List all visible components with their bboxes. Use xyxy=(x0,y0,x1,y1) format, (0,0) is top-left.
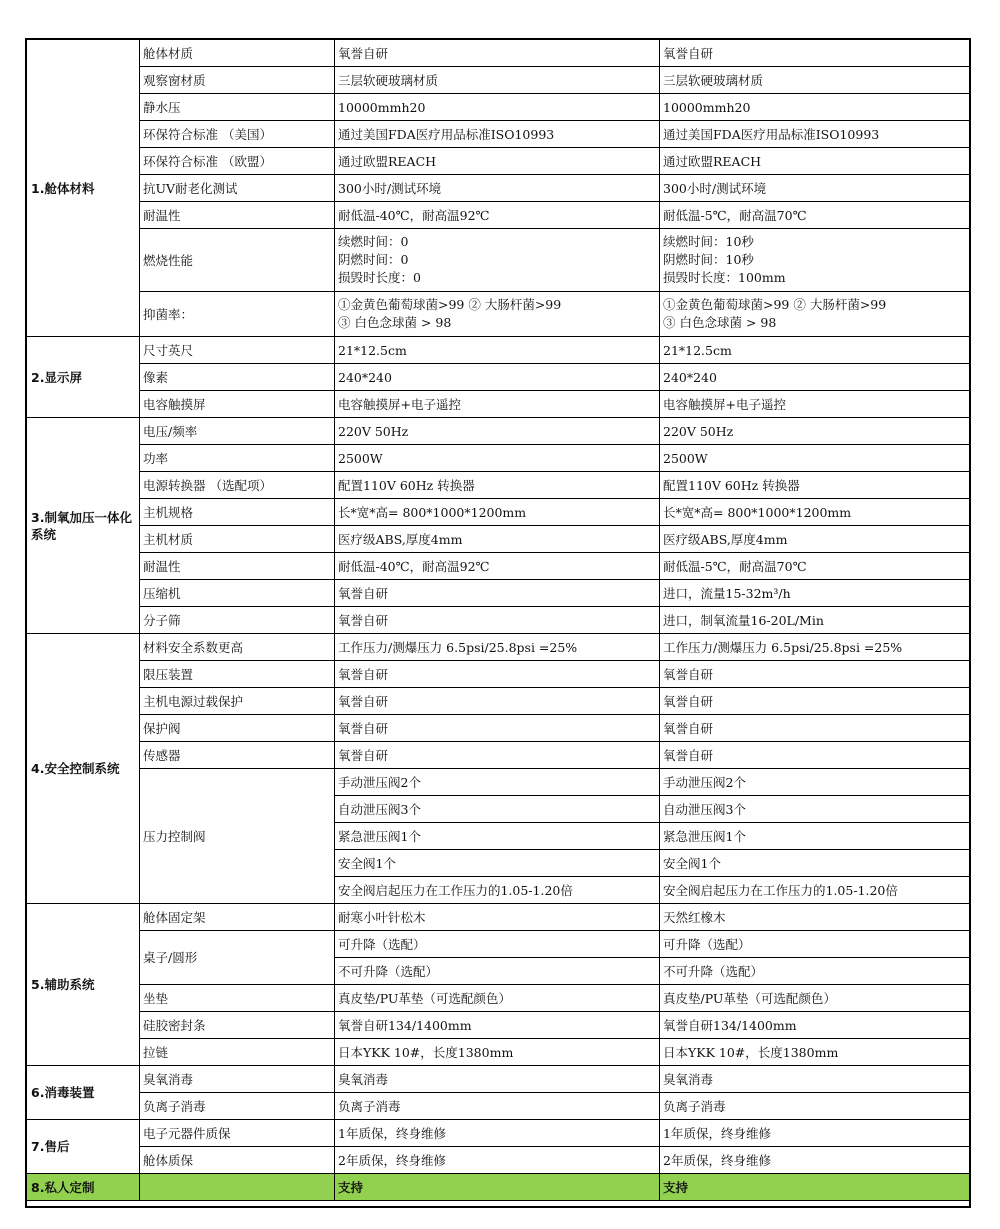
table-row xyxy=(27,742,971,769)
value-cell-a: 臭氧消毒 xyxy=(335,1066,660,1093)
item-cell: 舱体质保 xyxy=(140,1147,335,1174)
value-cell-b: 配置110V 60Hz 转换器 xyxy=(660,472,971,499)
category-cell: 8.私人定制 xyxy=(27,1174,140,1201)
item-cell: 限压装置 xyxy=(140,661,335,688)
table-row xyxy=(27,1012,971,1039)
cell-line: ①金黄色葡萄球菌>99 ② 大肠杆菌>99 xyxy=(663,297,887,312)
value-cell-a: 21*12.5cm xyxy=(335,337,660,364)
cell-line: 阴燃时间：10秒 xyxy=(663,252,754,267)
item-cell: 坐垫 xyxy=(140,985,335,1012)
value-cell-a: 耐低温-40℃，耐高温92℃ xyxy=(335,553,660,580)
table-row xyxy=(27,904,971,931)
item-cell: 电压/频率 xyxy=(140,418,335,445)
item-cell: 电子元器件质保 xyxy=(140,1120,335,1147)
cell-line: 阴燃时间：0 xyxy=(338,252,409,267)
table-row xyxy=(27,769,971,796)
cell-line: 损毁时长度：0 xyxy=(338,270,421,285)
value-cell-a: 300小时/测试环境 xyxy=(335,175,660,202)
value-cell-b: 220V 50Hz xyxy=(660,418,971,445)
value-cell-a: 氧誉自研 xyxy=(335,688,660,715)
table-row xyxy=(27,526,971,553)
value-cell-a: 1年质保，终身维修 xyxy=(335,1120,660,1147)
item-cell: 硅胶密封条 xyxy=(140,1012,335,1039)
value-cell-a: 真皮垫/PU革垫（可选配颜色） xyxy=(335,985,660,1012)
value-cell-a: 医疗级ABS,厚度4mm xyxy=(335,526,660,553)
value-cell-a: 氧誉自研 xyxy=(335,742,660,769)
value-cell-b: 长*宽*高= 800*1000*1200mm xyxy=(660,499,971,526)
category-cell: 4.安全控制系统 xyxy=(27,634,140,904)
category-cell: 7.售后 xyxy=(27,1120,140,1174)
value-cell-b: 240*240 xyxy=(660,364,971,391)
table-row xyxy=(27,472,971,499)
table-row xyxy=(27,148,971,175)
value-cell-b: 21*12.5cm xyxy=(660,337,971,364)
item-cell: 主机电源过载保护 xyxy=(140,688,335,715)
value-cell-b: 可升降（选配） xyxy=(660,931,971,958)
value-cell-a: 三层软硬玻璃材质 xyxy=(335,67,660,94)
item-cell: 尺寸英尺 xyxy=(140,337,335,364)
table-row xyxy=(27,292,971,337)
value-cell-b: 不可升降（选配） xyxy=(660,958,971,985)
item-cell: 拉链 xyxy=(140,1039,335,1066)
value-cell-b: 自动泄压阀3个 xyxy=(660,796,971,823)
item-cell: 压力控制阀 xyxy=(140,769,335,904)
table-row xyxy=(27,634,971,661)
highlight-row xyxy=(27,1174,971,1201)
value-cell-a: 可升降（选配） xyxy=(335,931,660,958)
value-cell-a: 通过美国FDA医疗用品标准ISO10993 xyxy=(335,121,660,148)
table-row xyxy=(27,175,971,202)
item-cell: 主机规格 xyxy=(140,499,335,526)
value-cell-a: 紧急泄压阀1个 xyxy=(335,823,660,850)
value-cell-b: 电容触摸屏+电子遥控 xyxy=(660,391,971,418)
value-cell-b: 通过美国FDA医疗用品标准ISO10993 xyxy=(660,121,971,148)
table-row xyxy=(27,985,971,1012)
item-cell: 舱体材质 xyxy=(140,40,335,67)
item-cell: 像素 xyxy=(140,364,335,391)
item-cell: 燃烧性能 xyxy=(140,229,335,292)
table-row xyxy=(27,553,971,580)
spec-table-body xyxy=(27,40,971,1201)
table-row xyxy=(27,931,971,958)
value-cell-a: 手动泄压阀2个 xyxy=(335,769,660,796)
value-cell-a: 自动泄压阀3个 xyxy=(335,796,660,823)
value-cell-a: 耐低温-40℃，耐高温92℃ xyxy=(335,202,660,229)
category-cell: 1.舱体材料 xyxy=(27,40,140,337)
value-cell-b: 10000mmh20 xyxy=(660,94,971,121)
value-cell-b: 耐低温-5℃，耐高温70℃ xyxy=(660,202,971,229)
value-cell-a: 2年质保，终身维修 xyxy=(335,1147,660,1174)
value-cell-a: 电容触摸屏+电子遥控 xyxy=(335,391,660,418)
item-cell: 电源转换器 （选配项） xyxy=(140,472,335,499)
table-row xyxy=(27,580,971,607)
item-cell: 抗UV耐老化测试 xyxy=(140,175,335,202)
item-cell: 负离子消毒 xyxy=(140,1093,335,1120)
table-row xyxy=(27,40,971,67)
value-cell-b xyxy=(660,229,971,292)
value-cell-b: 耐低温-5℃，耐高温70℃ xyxy=(660,553,971,580)
value-cell-b: 真皮垫/PU革垫（可选配颜色） xyxy=(660,985,971,1012)
cell-line: ①金黄色葡萄球菌>99 ② 大肠杆菌>99 xyxy=(338,297,562,312)
table-row xyxy=(27,445,971,472)
value-cell-a: 氧誉自研134/1400mm xyxy=(335,1012,660,1039)
value-cell-b: 天然红橡木 xyxy=(660,904,971,931)
spec-table xyxy=(26,39,971,1201)
cell-line: ③ 白色念球菌 > 98 xyxy=(338,315,452,330)
value-cell-a: 氧誉自研 xyxy=(335,661,660,688)
table-row xyxy=(27,418,971,445)
table-row xyxy=(27,364,971,391)
value-cell-b: 三层软硬玻璃材质 xyxy=(660,67,971,94)
value-cell-b: 臭氧消毒 xyxy=(660,1066,971,1093)
value-cell-a: 日本YKK 10#，长度1380mm xyxy=(335,1039,660,1066)
value-cell-b: 进口，流量15-32m³/h xyxy=(660,580,971,607)
item-cell xyxy=(140,1174,335,1201)
table-row xyxy=(27,1066,971,1093)
value-cell-a xyxy=(335,292,660,337)
cell-line: 续燃时间：0 xyxy=(338,234,409,249)
value-cell-b: 氧誉自研 xyxy=(660,715,971,742)
value-cell-b: 支持 xyxy=(660,1174,971,1201)
table-row xyxy=(27,661,971,688)
value-cell-b: 氧誉自研134/1400mm xyxy=(660,1012,971,1039)
cell-line: ③ 白色念球菌 > 98 xyxy=(663,315,777,330)
table-row xyxy=(27,1039,971,1066)
item-cell: 观察窗材质 xyxy=(140,67,335,94)
item-cell: 主机材质 xyxy=(140,526,335,553)
category-cell: 2.显示屏 xyxy=(27,337,140,418)
item-cell: 臭氧消毒 xyxy=(140,1066,335,1093)
value-cell-b: 通过欧盟REACH xyxy=(660,148,971,175)
item-cell: 耐温性 xyxy=(140,553,335,580)
category-cell: 5.辅助系统 xyxy=(27,904,140,1066)
item-cell: 桌子/圆形 xyxy=(140,931,335,985)
value-cell-a: 工作压力/测爆压力 6.5psi/25.8psi =25% xyxy=(335,634,660,661)
item-cell: 电容触摸屏 xyxy=(140,391,335,418)
category-cell: 3.制氧加压一体化系统 xyxy=(27,418,140,634)
value-cell-a: 长*宽*高= 800*1000*1200mm xyxy=(335,499,660,526)
value-cell-a: 配置110V 60Hz 转换器 xyxy=(335,472,660,499)
table-row xyxy=(27,1120,971,1147)
value-cell-a: 氧誉自研 xyxy=(335,715,660,742)
item-cell: 压缩机 xyxy=(140,580,335,607)
cell-line: 损毁时长度：100mm xyxy=(663,270,786,285)
table-row xyxy=(27,715,971,742)
value-cell-b: 氧誉自研 xyxy=(660,40,971,67)
value-cell-b xyxy=(660,292,971,337)
table-row xyxy=(27,499,971,526)
table-row xyxy=(27,229,971,292)
item-cell: 抑菌率： xyxy=(140,292,335,337)
value-cell-b: 安全阀启起压力在工作压力的1.05-1.20倍 xyxy=(660,877,971,904)
value-cell-a: 氧誉自研 xyxy=(335,607,660,634)
value-cell-a: 2500W xyxy=(335,445,660,472)
item-cell: 分子筛 xyxy=(140,607,335,634)
value-cell-b: 负离子消毒 xyxy=(660,1093,971,1120)
item-cell: 材料安全系数更高 xyxy=(140,634,335,661)
category-cell: 6.消毒装置 xyxy=(27,1066,140,1120)
value-cell-b: 1年质保，终身维修 xyxy=(660,1120,971,1147)
value-cell-a: 支持 xyxy=(335,1174,660,1201)
table-row xyxy=(27,202,971,229)
value-cell-b: 工作压力/测爆压力 6.5psi/25.8psi =25% xyxy=(660,634,971,661)
value-cell-b: 2年质保，终身维修 xyxy=(660,1147,971,1174)
item-cell: 环保符合标准 （欧盟） xyxy=(140,148,335,175)
value-cell-a: 安全阀启起压力在工作压力的1.05-1.20倍 xyxy=(335,877,660,904)
value-cell-a: 耐寒小叶针松木 xyxy=(335,904,660,931)
value-cell-a: 240*240 xyxy=(335,364,660,391)
cell-line: 续燃时间：10秒 xyxy=(663,234,754,249)
value-cell-a: 负离子消毒 xyxy=(335,1093,660,1120)
item-cell: 舱体固定架 xyxy=(140,904,335,931)
value-cell-b: 氧誉自研 xyxy=(660,742,971,769)
item-cell: 环保符合标准 （美国） xyxy=(140,121,335,148)
value-cell-a: 不可升降（选配） xyxy=(335,958,660,985)
value-cell-b: 氧誉自研 xyxy=(660,661,971,688)
item-cell: 保护阀 xyxy=(140,715,335,742)
table-row xyxy=(27,391,971,418)
item-cell: 耐温性 xyxy=(140,202,335,229)
value-cell-b: 日本YKK 10#，长度1380mm xyxy=(660,1039,971,1066)
value-cell-a: 通过欧盟REACH xyxy=(335,148,660,175)
value-cell-b: 300小时/测试环境 xyxy=(660,175,971,202)
value-cell-b: 紧急泄压阀1个 xyxy=(660,823,971,850)
table-row xyxy=(27,94,971,121)
value-cell-a: 220V 50Hz xyxy=(335,418,660,445)
table-row xyxy=(27,121,971,148)
item-cell: 传感器 xyxy=(140,742,335,769)
value-cell-b: 医疗级ABS,厚度4mm xyxy=(660,526,971,553)
table-row xyxy=(27,607,971,634)
value-cell-b: 2500W xyxy=(660,445,971,472)
item-cell: 静水压 xyxy=(140,94,335,121)
table-row xyxy=(27,688,971,715)
table-row xyxy=(27,337,971,364)
item-cell: 功率 xyxy=(140,445,335,472)
value-cell-b: 手动泄压阀2个 xyxy=(660,769,971,796)
value-cell-b: 安全阀1个 xyxy=(660,850,971,877)
value-cell-a xyxy=(335,229,660,292)
table-row xyxy=(27,1147,971,1174)
table-row xyxy=(27,67,971,94)
value-cell-a: 10000mmh20 xyxy=(335,94,660,121)
value-cell-b: 进口，制氧流量16-20L/Min xyxy=(660,607,971,634)
value-cell-a: 氧誉自研 xyxy=(335,580,660,607)
table-row xyxy=(27,1093,971,1120)
value-cell-a: 安全阀1个 xyxy=(335,850,660,877)
value-cell-a: 氧誉自研 xyxy=(335,40,660,67)
value-cell-b: 氧誉自研 xyxy=(660,688,971,715)
